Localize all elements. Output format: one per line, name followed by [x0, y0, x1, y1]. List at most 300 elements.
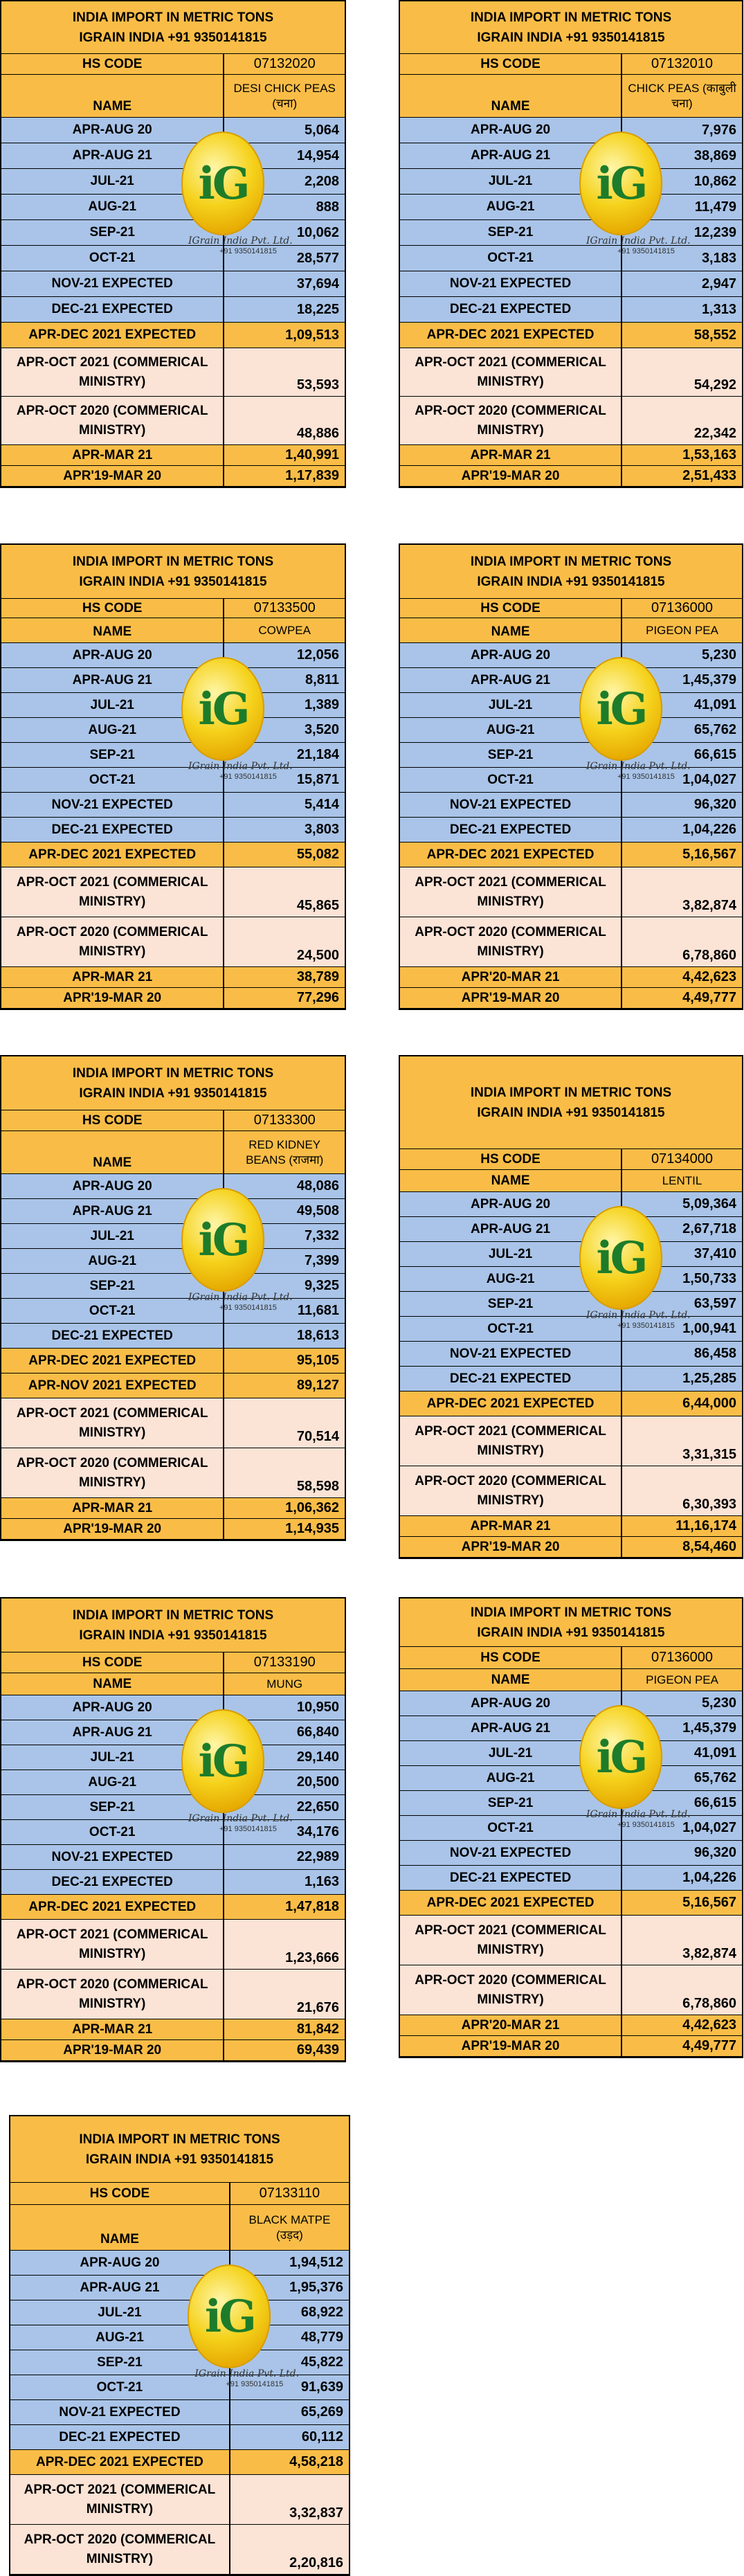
import-table [0, 543, 346, 1010]
row-label: JUL-21 [1, 1745, 224, 1769]
table-row [1, 1870, 345, 1895]
table-row [400, 1292, 742, 1317]
logo-text: iG [596, 683, 646, 735]
row-value: 29,140 [296, 1749, 339, 1765]
table-row [10, 2251, 349, 2276]
table-row [1, 1174, 345, 1199]
table-row [400, 297, 742, 323]
row-label: APR-OCT 2021 (COMMERICAL MINISTRY) [1, 1398, 224, 1448]
name-label: NAME [400, 75, 622, 117]
row-label: JUL-21 [1, 169, 224, 194]
table-row [400, 1866, 742, 1891]
row-value: 34,176 [296, 1824, 339, 1839]
table-row [1, 1720, 345, 1745]
hs-code-value: 07133190 [253, 1655, 316, 1670]
row-value: 10,862 [693, 173, 736, 189]
watermark-company: IGrain India Pvt. Ltd. [188, 1292, 293, 1303]
table-header [10, 2116, 349, 2183]
watermark-phone: +91 9350141815 [219, 773, 277, 781]
table-row [10, 2375, 349, 2400]
row-value: 1,47,818 [285, 1899, 339, 1914]
row-label: SEP-21 [400, 220, 622, 245]
row-label: SEP-21 [1, 220, 224, 245]
table-row [1, 917, 345, 967]
row-label: APR-MAR 21 [1, 445, 224, 465]
table-row [10, 2425, 349, 2450]
table-row [400, 169, 742, 195]
row-value: 2,20,816 [289, 2555, 343, 2570]
row-label: APR-DEC 2021 EXPECTED [1, 1895, 224, 1919]
row-value: 1,53,163 [682, 447, 736, 462]
row-value: 1,45,379 [682, 1720, 736, 1736]
hs-code-row [400, 1149, 742, 1170]
row-value: 24,500 [296, 948, 339, 963]
table-row [1, 246, 345, 271]
hs-code-value: 07136000 [651, 600, 714, 615]
table-row [400, 668, 742, 693]
row-value: 888 [316, 199, 339, 215]
watermark-phone: +91 9350141815 [226, 2380, 284, 2388]
table-row [1, 445, 345, 466]
table-header [400, 545, 742, 599]
table-row [400, 917, 742, 967]
watermark-phone: +91 9350141815 [219, 1825, 277, 1833]
table-row [400, 643, 742, 668]
row-label: AUG-21 [10, 2325, 230, 2350]
product-name: PIGEON PEA [646, 623, 718, 637]
row-label: APR-AUG 20 [400, 1691, 622, 1715]
row-label: APR-DEC 2021 EXPECTED [1, 843, 224, 867]
hs-code-value: 07136000 [651, 1650, 714, 1665]
table-row [400, 1192, 742, 1217]
row-label: APR'19-MAR 20 [1, 1519, 224, 1539]
table-row [1, 2040, 345, 2061]
table-row [400, 1217, 742, 1242]
row-value: 77,296 [296, 990, 339, 1005]
row-value: 22,989 [296, 1849, 339, 1864]
row-value: 54,292 [693, 377, 736, 393]
import-table [0, 0, 346, 488]
row-value: 4,49,777 [682, 2038, 736, 2053]
row-value: 1,163 [304, 1874, 339, 1889]
row-value: 18,225 [296, 301, 339, 317]
row-value: 5,09,364 [682, 1196, 736, 1212]
row-value: 1,50,733 [682, 1271, 736, 1286]
row-label: APR-DEC 2021 EXPECTED [1, 323, 224, 348]
table-row [1, 118, 345, 143]
table-row [400, 967, 742, 988]
name-label: NAME [400, 1669, 622, 1691]
table-row [400, 1391, 742, 1416]
row-label: APR-DEC 2021 EXPECTED [10, 2450, 230, 2474]
row-value: 65,762 [693, 1770, 736, 1785]
row-value: 70,514 [296, 1429, 339, 1444]
product-name-row [400, 618, 742, 643]
row-label: APR-AUG 21 [1, 1199, 224, 1223]
table-row [400, 397, 742, 445]
table-row [1, 867, 345, 917]
table-row [1, 1970, 345, 2019]
row-label: OCT-21 [400, 1816, 622, 1840]
hs-code-row [1, 54, 345, 75]
watermark-company: IGrain India Pvt. Ltd. [188, 1813, 293, 1824]
table-row [400, 1965, 742, 2015]
table-row [1, 1249, 345, 1274]
row-label: APR-DEC 2021 EXPECTED [400, 843, 622, 867]
row-value: 2,208 [304, 173, 339, 189]
table-contact: IGRAIN INDIA +91 9350141815 [79, 1086, 267, 1101]
row-label: APR-AUG 21 [1, 143, 224, 168]
row-label: DEC-21 EXPECTED [1, 1870, 224, 1894]
product-name-row [1, 1131, 345, 1174]
row-label: APR-OCT 2020 (COMMERICAL MINISTRY) [400, 1466, 622, 1515]
row-value: 3,82,874 [682, 898, 736, 913]
hs-code-label: HS CODE [10, 2183, 230, 2204]
row-label: NOV-21 EXPECTED [1, 793, 224, 817]
row-label: APR-NOV 2021 EXPECTED [1, 1373, 224, 1398]
row-value: 4,58,218 [289, 2454, 343, 2469]
row-value: 89,127 [296, 1378, 339, 1393]
table-row [400, 1891, 742, 1916]
table-row [1, 1324, 345, 1349]
row-label: DEC-21 EXPECTED [400, 297, 622, 322]
hs-code-row [400, 599, 742, 618]
table-row [10, 2450, 349, 2475]
table-contact: IGRAIN INDIA +91 9350141815 [477, 574, 665, 589]
hs-code-label: HS CODE [1, 599, 224, 618]
product-name: LENTIL [662, 1173, 702, 1187]
table-header [400, 1056, 742, 1149]
table-row [400, 1537, 742, 1558]
row-label: APR-MAR 21 [1, 967, 224, 987]
row-value: 65,762 [693, 722, 736, 737]
row-value: 37,410 [693, 1246, 736, 1261]
table-row [400, 118, 742, 143]
table-row [400, 1716, 742, 1741]
product-name: PIGEON PEA [646, 1673, 718, 1686]
table-row [400, 1691, 742, 1716]
table-contact: IGRAIN INDIA +91 9350141815 [79, 574, 267, 589]
watermark-company: IGrain India Pvt. Ltd. [586, 1310, 691, 1321]
row-value: 53,593 [296, 377, 339, 393]
table-title: INDIA IMPORT IN METRIC TONS [72, 1065, 274, 1081]
table-title: INDIA IMPORT IN METRIC TONS [79, 2132, 280, 2147]
row-label: SEP-21 [400, 743, 622, 767]
row-label: APR-AUG 21 [400, 1217, 622, 1241]
row-value: 68,922 [300, 2305, 343, 2320]
import-table [399, 0, 743, 488]
import-table [399, 1055, 743, 1559]
row-value: 63,597 [693, 1296, 736, 1311]
table-row [1, 1695, 345, 1720]
row-label: APR'19-MAR 20 [1, 466, 224, 486]
table-row [1, 1920, 345, 1970]
table-row [400, 793, 742, 818]
watermark-company: IGrain India Pvt. Ltd. [586, 761, 691, 772]
hs-code-row [400, 1647, 742, 1669]
row-label: APR-AUG 20 [400, 643, 622, 667]
row-label: APR-MAR 21 [400, 1516, 622, 1536]
row-label: APR-OCT 2020 (COMMERICAL MINISTRY) [400, 917, 622, 966]
row-label: AUG-21 [400, 1766, 622, 1790]
row-label: DEC-21 EXPECTED [400, 1367, 622, 1391]
row-value: 58,552 [693, 327, 736, 343]
table-row [1, 668, 345, 693]
row-label: SEP-21 [400, 1292, 622, 1316]
product-name: DESI CHICK PEAS (चना) [233, 81, 336, 110]
table-row [400, 2036, 742, 2057]
table-row [400, 743, 742, 768]
table-row [400, 445, 742, 466]
product-name-row [1, 618, 345, 643]
row-label: APR-AUG 20 [400, 1192, 622, 1216]
row-label: APR-DEC 2021 EXPECTED [400, 1391, 622, 1416]
row-value: 1,389 [304, 697, 339, 712]
row-label: AUG-21 [1, 1770, 224, 1794]
table-row [1, 988, 345, 1009]
logo-text: iG [198, 1214, 248, 1266]
row-value: 48,779 [300, 2330, 343, 2345]
table-header [1, 1598, 345, 1652]
row-label: OCT-21 [1, 1299, 224, 1323]
row-label: OCT-21 [10, 2375, 230, 2399]
row-label: AUG-21 [400, 1267, 622, 1291]
row-value: 10,062 [296, 224, 339, 240]
row-value: 5,230 [701, 647, 736, 663]
row-value: 1,94,512 [289, 2255, 343, 2270]
row-label: APR-OCT 2021 (COMMERICAL MINISTRY) [400, 1916, 622, 1965]
hs-code-row [1, 1652, 345, 1673]
product-name: CHICK PEAS (काबुली चना) [628, 81, 736, 110]
row-label: NOV-21 EXPECTED [400, 1342, 622, 1366]
row-value: 37,694 [296, 276, 339, 291]
row-value: 28,577 [296, 250, 339, 266]
row-value: 66,615 [693, 747, 736, 762]
row-label: APR-MAR 21 [400, 445, 622, 465]
row-value: 38,789 [296, 969, 339, 984]
row-label: APR-OCT 2020 (COMMERICAL MINISTRY) [1, 1970, 224, 2019]
table-row [1, 1224, 345, 1249]
table-row [400, 1741, 742, 1766]
logo-text: iG [204, 2290, 254, 2343]
product-name-row [1, 75, 345, 118]
import-table [399, 1597, 743, 2058]
row-value: 96,320 [693, 797, 736, 812]
table-title: INDIA IMPORT IN METRIC TONS [72, 1607, 274, 1623]
hs-code-label: HS CODE [400, 54, 622, 74]
table-contact: IGRAIN INDIA +91 9350141815 [477, 1625, 665, 1640]
row-label: APR-OCT 2021 (COMMERICAL MINISTRY) [10, 2475, 230, 2524]
table-row [1, 1448, 345, 1498]
hs-code-row [400, 54, 742, 75]
row-value: 11,681 [297, 1303, 339, 1318]
row-label: APR-DEC 2021 EXPECTED [1, 1349, 224, 1373]
row-value: 48,086 [296, 1178, 339, 1194]
row-value: 5,230 [701, 1695, 736, 1711]
table-row [1, 1745, 345, 1770]
product-name-row [1, 1673, 345, 1695]
row-label: SEP-21 [1, 1795, 224, 1819]
hs-code-label: HS CODE [400, 599, 622, 618]
row-value: 12,056 [296, 647, 339, 663]
table-row [400, 693, 742, 718]
table-row [400, 348, 742, 397]
row-label: APR-AUG 21 [400, 668, 622, 692]
table-title: INDIA IMPORT IN METRIC TONS [72, 554, 274, 569]
row-value: 1,45,379 [682, 672, 736, 687]
row-label: APR-OCT 2021 (COMMERICAL MINISTRY) [1, 348, 224, 396]
row-value: 3,31,315 [682, 1447, 736, 1462]
table-header [400, 1598, 742, 1647]
logo-text: iG [198, 1735, 248, 1787]
table-row [1, 818, 345, 843]
row-label: DEC-21 EXPECTED [1, 1324, 224, 1348]
name-label: NAME [1, 75, 224, 117]
row-value: 45,822 [300, 2354, 343, 2370]
table-row [1, 195, 345, 220]
row-label: APR-DEC 2021 EXPECTED [400, 323, 622, 348]
row-label: NOV-21 EXPECTED [400, 1841, 622, 1865]
row-label: AUG-21 [1, 195, 224, 219]
row-value: 5,16,567 [682, 847, 736, 862]
row-value: 5,16,567 [682, 1895, 736, 1910]
hs-code-value: 07133110 [259, 2186, 320, 2201]
row-label: APR'19-MAR 20 [400, 466, 622, 486]
table-contact: IGRAIN INDIA +91 9350141815 [79, 30, 267, 45]
row-label: JUL-21 [400, 1242, 622, 1266]
name-label: NAME [1, 1673, 224, 1695]
row-value: 1,17,839 [285, 468, 339, 483]
row-label: DEC-21 EXPECTED [10, 2425, 230, 2449]
row-value: 55,082 [296, 847, 339, 862]
row-label: APR'19-MAR 20 [1, 2040, 224, 2060]
row-value: 21,676 [296, 2000, 339, 2015]
row-label: JUL-21 [1, 693, 224, 717]
table-row [400, 466, 742, 487]
row-value: 1,04,027 [682, 772, 736, 787]
table-row [1, 1895, 345, 1920]
row-label: APR-OCT 2020 (COMMERICAL MINISTRY) [400, 397, 622, 444]
table-row [1, 143, 345, 169]
row-value: 1,09,513 [285, 327, 339, 343]
hs-code-value: 07134000 [651, 1151, 714, 1167]
table-row [10, 2525, 349, 2575]
row-value: 48,886 [296, 426, 339, 441]
row-value: 10,950 [296, 1700, 339, 1715]
row-value: 3,803 [304, 822, 339, 837]
table-row [1, 397, 345, 445]
table-contact: IGRAIN INDIA +91 9350141815 [477, 1105, 665, 1120]
row-label: OCT-21 [1, 768, 224, 792]
table-row [1, 220, 345, 246]
row-label: AUG-21 [1, 1249, 224, 1273]
table-row [400, 1267, 742, 1292]
table-row [1, 271, 345, 297]
table-row [1, 643, 345, 668]
watermark-phone: +91 9350141815 [617, 247, 675, 255]
table-row [10, 2350, 349, 2375]
row-label: APR-AUG 21 [1, 1720, 224, 1745]
row-label: APR'19-MAR 20 [400, 1537, 622, 1557]
table-row [1, 1519, 345, 1540]
logo-text: iG [198, 157, 248, 210]
table-row [1, 1274, 345, 1299]
product-name-row [10, 2205, 349, 2251]
row-label: NOV-21 EXPECTED [1, 271, 224, 296]
table-row [1, 1795, 345, 1820]
hs-code-label: HS CODE [1, 1652, 224, 1673]
table-row [1, 843, 345, 867]
row-label: OCT-21 [1, 1820, 224, 1844]
row-value: 4,49,777 [682, 990, 736, 1005]
row-label: JUL-21 [400, 169, 622, 194]
product-name-row [400, 75, 742, 118]
import-table [399, 543, 743, 1010]
row-value: 6,44,000 [682, 1396, 736, 1411]
row-label: OCT-21 [400, 768, 622, 792]
row-label: APR'19-MAR 20 [1, 988, 224, 1008]
row-value: 96,320 [693, 1845, 736, 1860]
table-row [400, 1516, 742, 1537]
row-label: DEC-21 EXPECTED [400, 818, 622, 842]
table-row [10, 2325, 349, 2350]
table-title: INDIA IMPORT IN METRIC TONS [72, 10, 274, 25]
table-row [400, 143, 742, 169]
row-value: 2,51,433 [682, 468, 736, 483]
hs-code-label: HS CODE [1, 1110, 224, 1131]
row-label: APR-AUG 20 [10, 2251, 230, 2275]
table-row [1, 1349, 345, 1373]
logo-text: iG [596, 157, 646, 210]
row-value: 7,332 [304, 1228, 339, 1243]
row-label: APR-OCT 2021 (COMMERICAL MINISTRY) [400, 1416, 622, 1466]
row-value: 1,313 [701, 301, 736, 317]
table-row [400, 1466, 742, 1516]
row-value: 66,615 [693, 1795, 736, 1810]
row-label: JUL-21 [400, 693, 622, 717]
row-label: APR-AUG 21 [400, 143, 622, 168]
row-label: APR-OCT 2021 (COMMERICAL MINISTRY) [1, 1920, 224, 1969]
name-label: NAME [1, 618, 224, 642]
row-label: APR-AUG 20 [1, 1695, 224, 1720]
hs-code-row [1, 1110, 345, 1131]
row-value: 6,30,393 [682, 1497, 736, 1512]
row-value: 58,598 [296, 1479, 339, 1494]
row-label: APR-OCT 2020 (COMMERICAL MINISTRY) [400, 1965, 622, 2015]
row-value: 11,16,174 [675, 1518, 736, 1533]
hs-code-value: 07132010 [651, 56, 714, 71]
row-label: AUG-21 [400, 195, 622, 219]
watermark-phone: +91 9350141815 [617, 773, 675, 781]
row-value: 3,32,837 [289, 2505, 343, 2521]
product-name: RED KIDNEY BEANS (राजमा) [246, 1137, 324, 1167]
row-label: APR-MAR 21 [1, 1498, 224, 1518]
row-value: 8,54,460 [682, 1539, 736, 1554]
logo-text: iG [596, 1731, 646, 1783]
table-row [400, 195, 742, 220]
watermark-company: IGrain India Pvt. Ltd. [194, 2368, 300, 2379]
table-row [1, 348, 345, 397]
table-row [1, 1820, 345, 1845]
table-row [400, 818, 742, 843]
row-label: JUL-21 [400, 1741, 622, 1765]
row-value: 1,00,941 [682, 1321, 736, 1336]
table-row [1, 2019, 345, 2040]
row-label: APR-OCT 2020 (COMMERICAL MINISTRY) [1, 397, 224, 444]
row-value: 5,414 [304, 797, 339, 812]
logo-text: iG [198, 683, 248, 735]
row-label: APR-OCT 2021 (COMMERICAL MINISTRY) [400, 867, 622, 917]
